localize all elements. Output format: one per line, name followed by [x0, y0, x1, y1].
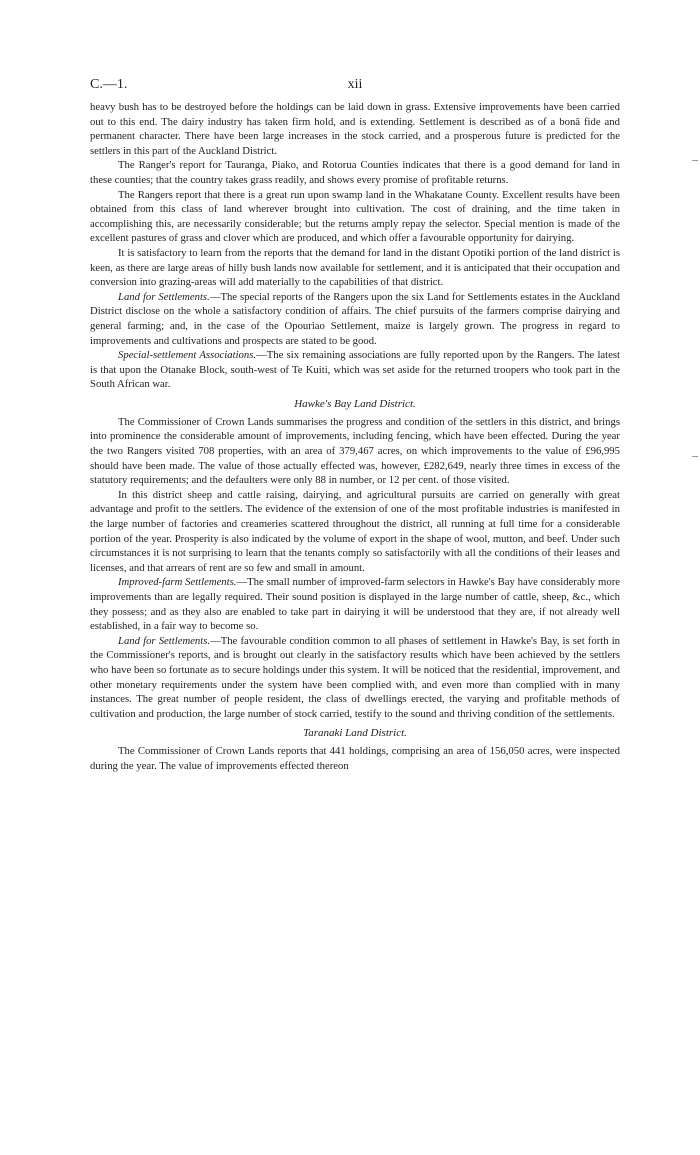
paragraph: [90, 158, 620, 187]
paragraph: [90, 188, 620, 246]
paragraph-text: —The six remaining associations are fully reported upon by the Rangers. The latest is that upon the Otanake Block, south-west of Te Kuiti, which was set aside for the returned troopers who took part in the South African war.: [90, 349, 620, 391]
margin-mark: [692, 160, 698, 161]
paragraph-text: In this district sheep and cattle raising, dairying, and agricultural pursuits are carried on generally with great advantage and profit to the settlers. The evidence of the extension of one of the most profitable industries is manifested in the large number of factories and creameries scattered throughout the district, all running at full time for a considerable portion of the year. Prosperity is also indicated by the volume of export in the shape of wool, mutton, and beef. Under such circumstances it is not surprising to learn that the tenants comply so satisfactorily with all the conditions of their leases and licenses, and that arrears of rent are so few and small in amount.: [90, 488, 620, 574]
paragraph: [90, 100, 620, 158]
paragraph: [90, 488, 620, 576]
section: [90, 726, 620, 773]
paragraph-lead: Special-settlement Associations.: [118, 349, 257, 362]
paragraph-lead: Land for Settlements.: [118, 290, 210, 303]
paragraph: [90, 575, 620, 633]
paragraph: [90, 246, 620, 290]
page-header: [90, 78, 620, 100]
margin-mark: [692, 456, 698, 457]
paragraph: [90, 634, 620, 722]
paragraph: [90, 348, 620, 392]
paragraph-text: It is satisfactory to learn from the reports that the demand for land in the distant Opotiki portion of the land district is keen, as there are large areas of hilly bush lands now available for settlement, and it is anticipated that their occupation and conversion into grazing-areas will add materially to the capabilities of that district.: [90, 246, 620, 289]
paragraph-lead: Land for Settlements.: [118, 634, 211, 647]
paragraph-lead: Improved-farm Settlements.: [118, 576, 237, 589]
paragraph-text: The Rangers report that there is a great run upon swamp land in the Whakatane County. Excellent results have been obtained from this class of land wherever brought into cultivation. The cost of draining, and the time taken in accomplishing this, are necessarily considerable; but the returns amply repay the selector. Special mention is made of the excellent pastures of grass and clover which are produced, and which offer a favourable opportunity for dairying.: [90, 188, 620, 245]
paragraph-text: The Commissioner of Crown Lands reports that 441 holdings, comprising an area of 156,050 acres, were inspected during the year. The value of improvements effected thereon: [90, 745, 620, 772]
paragraph-text: The Ranger's report for Tauranga, Piako, and Rotorua Counties indicates that there is a good demand for land in these counties; that the country takes grass readily, and shows every promise of profitable returns.: [90, 159, 620, 186]
section-heading: Taranaki Land District.: [303, 727, 407, 740]
page-number: xii: [347, 77, 363, 92]
paragraph-text: The Commissioner of Crown Lands summarises the progress and condition of the settlers in this district, and brings into prominence the considerable amount of improvements, including fencing, which have been effected. During the year the two Rangers visited 708 properties, with an area of 379,467 acres, on which improvements to the value of £96,995 should have been made. The value of those actually effected was, however, £282,649, nearly three times in excess of the statutory requirements; and the defaulters were only 88 in number, or 12 per cent. of those visited.: [90, 415, 620, 487]
paragraph-text: —The special reports of the Rangers upon the six Land for Settlements estates in the Auckland District disclose on the whole a satisfactory condition of affairs. The chief pursuits of the farmers comprise dairying and general farming; and, in the case of the Opouriao Settlement, maize is largely grown. The progress in regard to improvements and cultivations and prospects are stated to be good.: [90, 290, 620, 347]
section: [90, 100, 620, 392]
document-body: [90, 100, 620, 774]
parliamentary-paper-ref: C.—1.: [90, 77, 128, 92]
paragraph-text: —The favourable condition common to all phases of settlement in Hawke's Bay, is set forth in the Commissioner's reports, and is brought out clearly in the satisfactory results which have been achieved by the settlers who have been so fortunate as to secure holdings under this system. It will be noticed that the residential, improvement, and other monetary requirements under the system have been complied with, and even more than complied with in many instances. The great number of people resident, the class of dwellings erected, the varying and profitable methods of cultivation and production, the large number of stock carried, testify to the sound and thriving condition of the settlements.: [90, 634, 621, 720]
document-page: [90, 78, 620, 774]
paragraph-text: —The small number of improved-farm selectors in Hawke's Bay have considerably more improvements than are legally required. Their sound position is displayed in the large number of cattle, sheep, &c., which they possess; and as they also are enabled to take part in dairying it will be understood that they are, if not already well established, in a fair way to become so.: [90, 576, 621, 633]
paragraph: [90, 744, 620, 773]
paragraph: [90, 415, 620, 488]
paragraph-text: heavy bush has to be destroyed before the holdings can be laid down in grass. Extensive improvements have been carried out to this end. The dairy industry has taken firm hold, and is extending. Settlement is described as of a bonâ fide and permanent character. There have been large increases in the stock carried, and a prosperous future is predicted for the settlers in this part of the Auckland District.: [90, 101, 620, 157]
section-heading: Hawke's Bay Land District.: [294, 397, 416, 410]
section: [90, 397, 620, 721]
paragraph: [90, 290, 620, 348]
